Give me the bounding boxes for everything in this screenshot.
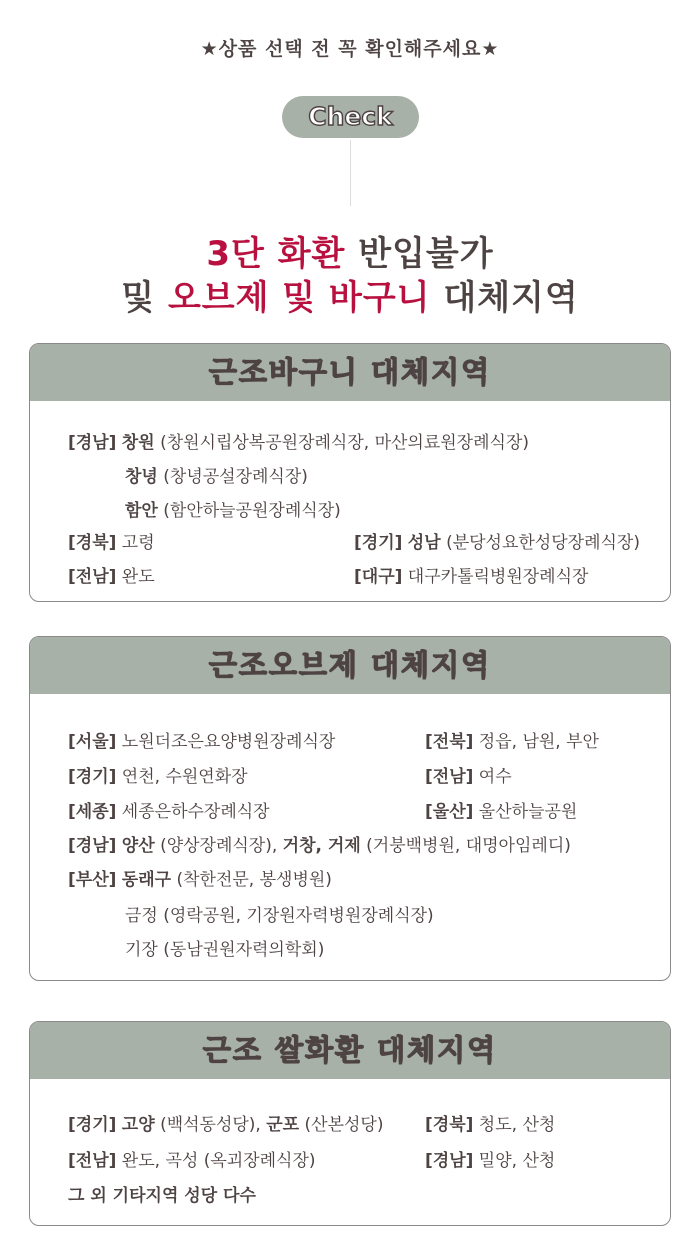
basket-region-box — [29, 343, 671, 602]
facility-detail: (산본성당) — [304, 1115, 384, 1135]
region-row — [68, 562, 155, 587]
region-text: 고령 — [121, 533, 155, 553]
region-row — [68, 528, 155, 553]
region-tag: [경북] — [68, 533, 117, 553]
region-tag: [대구] — [354, 567, 403, 587]
region-text: 정읍, 남원, 부안 — [478, 732, 599, 752]
city-name: 고양 — [121, 1115, 155, 1135]
facility-detail: (창녕공설장례식장) — [163, 467, 308, 487]
region-text: 노원더조은요양병원장례식장 — [121, 732, 336, 752]
region-tag: [전남] — [68, 1151, 117, 1171]
region-tag: [세종] — [68, 802, 117, 822]
region-row — [125, 496, 341, 521]
region-row — [354, 528, 640, 553]
city-name: 금정 — [125, 906, 158, 926]
region-row — [68, 428, 529, 453]
headline-text-2b: 대체지역 — [430, 278, 579, 318]
facility-detail: (창원시립상복공원장례식장, 마산의료원장례식장) — [160, 433, 529, 453]
region-row — [125, 935, 324, 960]
region-tag: [경남] — [425, 1151, 474, 1171]
region-text: 청도, 산청 — [478, 1115, 556, 1135]
region-row — [68, 865, 332, 890]
region-text: 세종은하수장례식장 — [121, 802, 270, 822]
facility-detail: (영락공원, 기장원자력병원장례식장) — [163, 906, 434, 926]
region-tag: [경북] — [425, 1115, 474, 1135]
city-name: 성남 — [407, 533, 441, 553]
region-text: 밀양, 산청 — [478, 1151, 556, 1171]
region-row — [125, 462, 308, 487]
objet-box-title: 근조오브제 대체지역 — [30, 637, 670, 694]
objet-region-box — [29, 636, 671, 981]
region-row — [68, 1146, 316, 1171]
rice-wreath-region-box — [29, 1021, 671, 1226]
region-tag: [경기] — [68, 1115, 117, 1135]
region-row — [68, 797, 270, 822]
city-name: 거창, 거제 — [282, 836, 361, 856]
region-row — [354, 562, 588, 587]
region-text: 완도 — [121, 567, 155, 587]
other-regions-note: 그 외 기타지역 성당 다수 — [68, 1186, 256, 1206]
headline-accent-1: 3단 화환 — [206, 234, 346, 274]
facility-detail: (함안하늘공원장례식장) — [163, 501, 341, 521]
region-tag: [경남] — [68, 836, 117, 856]
region-row — [425, 762, 512, 787]
region-row — [425, 1146, 555, 1171]
facility-detail: (옥괴장례식장) — [203, 1151, 316, 1171]
rice-box-title: 근조 쌀화환 대체지역 — [30, 1022, 670, 1079]
region-tag: [전남] — [425, 767, 474, 787]
region-row — [68, 762, 248, 787]
city-name: 창녕 — [125, 467, 158, 487]
region-row — [425, 1110, 555, 1135]
top-notice: ★상품 선택 전 꼭 확인해주세요★ — [200, 38, 500, 60]
headline-text-2a: 및 — [121, 278, 168, 318]
city-name: 기장 — [125, 940, 158, 960]
region-tag: [전남] — [68, 567, 117, 587]
headline-accent-2: 오브제 및 바구니 — [167, 278, 431, 318]
region-row — [68, 831, 571, 856]
region-tag: [경남] — [68, 433, 117, 453]
city-name: 동래구 — [121, 870, 172, 890]
region-row — [68, 1110, 383, 1135]
region-tag: [서울] — [68, 732, 117, 752]
region-row — [425, 797, 577, 822]
headline-text-1: 반입불가 — [345, 234, 494, 274]
city-name: 완도, 곡성 — [121, 1151, 199, 1171]
region-tag: [울산] — [425, 802, 474, 822]
facility-detail: (백석동성당), — [160, 1115, 261, 1135]
region-text: 여수 — [478, 767, 512, 787]
check-badge: Check — [282, 96, 419, 138]
facility-detail: (착한전문, 봉생병원) — [176, 870, 332, 890]
city-name: 창원 — [121, 433, 155, 453]
city-name: 함안 — [125, 501, 158, 521]
headline-line-1 — [0, 226, 700, 275]
region-tag: [부산] — [68, 870, 117, 890]
region-row — [68, 727, 335, 752]
headline-line-2 — [0, 270, 700, 319]
facility-detail: (분당성요한성당장례식장) — [446, 533, 640, 553]
region-tag: [전북] — [425, 732, 474, 752]
divider-line — [350, 140, 351, 206]
facility-detail: (거붕백병원, 대명아임레디) — [366, 836, 571, 856]
region-row — [425, 727, 599, 752]
region-tag: [경기] — [68, 767, 117, 787]
basket-box-title: 근조바구니 대체지역 — [30, 344, 670, 401]
region-text: 연천, 수원연화장 — [121, 767, 248, 787]
city-name: 양산 — [121, 836, 155, 856]
facility-detail: 대구카톨릭병원장례식장 — [407, 567, 589, 587]
facility-detail: (동남권원자력의학회) — [163, 940, 325, 960]
region-text: 울산하늘공원 — [478, 802, 578, 822]
region-row — [125, 901, 434, 926]
facility-detail: (양상장례식장), — [160, 836, 278, 856]
region-tag: [경기] — [354, 533, 403, 553]
city-name: 군포 — [266, 1115, 300, 1135]
